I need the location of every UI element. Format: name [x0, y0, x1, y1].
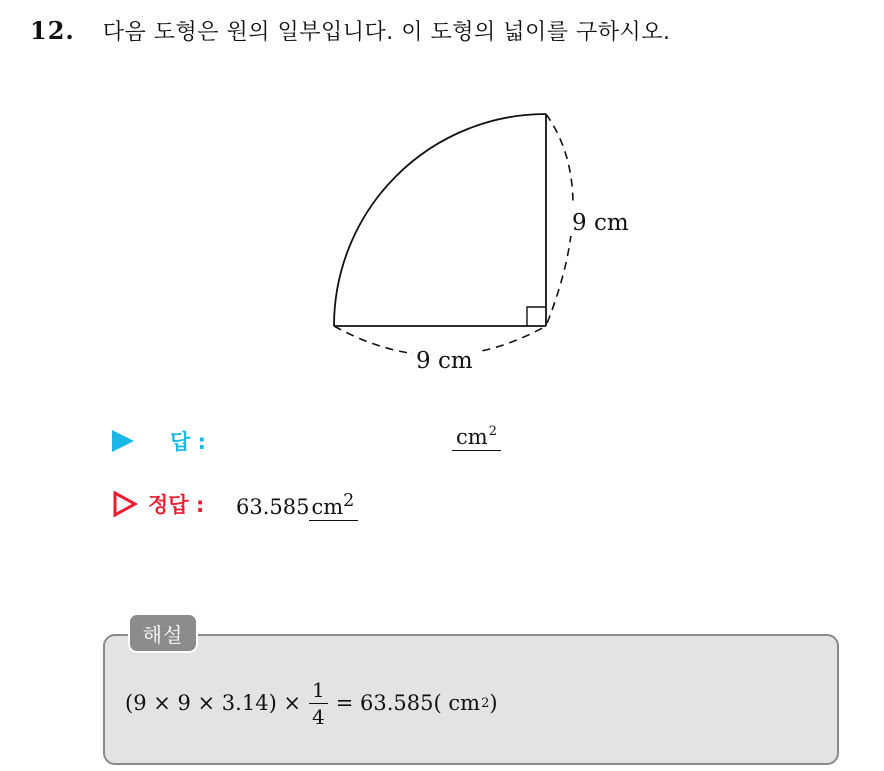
quarter-circle-figure: [300, 100, 660, 390]
explanation-tab: 해설: [128, 613, 198, 653]
correct-answer-unit-wrap: [309, 491, 358, 521]
play-triangle-icon: [112, 430, 134, 452]
formula-exponent: 2: [481, 695, 490, 711]
explanation-formula: [125, 668, 498, 738]
figure-label-vertical: 9 cm: [572, 210, 629, 236]
figure-svg: [300, 100, 660, 390]
question-number: 12.: [30, 15, 75, 45]
formula-close: ): [489, 691, 498, 715]
figure-arc: [334, 114, 546, 326]
question-header: [30, 12, 671, 48]
outline-triangle-icon: [112, 491, 138, 517]
correct-answer-label: 정답 :: [148, 493, 205, 517]
fraction-denominator: 4: [312, 704, 325, 729]
correct-answer-row: [112, 487, 532, 521]
answer-unit-exponent: 2: [488, 424, 497, 439]
correct-answer-value-group: [236, 491, 358, 519]
right-angle-marker: [527, 307, 546, 326]
figure-label-horizontal: 9 cm: [416, 348, 473, 374]
correct-answer-value: 63.585: [236, 495, 310, 519]
formula-fraction: [309, 679, 328, 728]
formula-left: (9 × 9 × 3.14) ×: [125, 691, 302, 715]
answer-row: [112, 424, 532, 458]
question-text: 다음 도형은 원의 일부입니다. 이 도형의 넓이를 구하시오.: [102, 19, 671, 45]
answer-blank[interactable]: [452, 424, 501, 451]
answer-label: 답 :: [170, 430, 206, 454]
formula-right: = 63.585( cm: [335, 691, 481, 715]
correct-answer-unit-exponent: 2: [343, 491, 355, 511]
answer-unit: cm: [456, 425, 488, 449]
correct-answer-unit: cm: [311, 495, 344, 519]
fraction-numerator: 1: [309, 679, 328, 704]
